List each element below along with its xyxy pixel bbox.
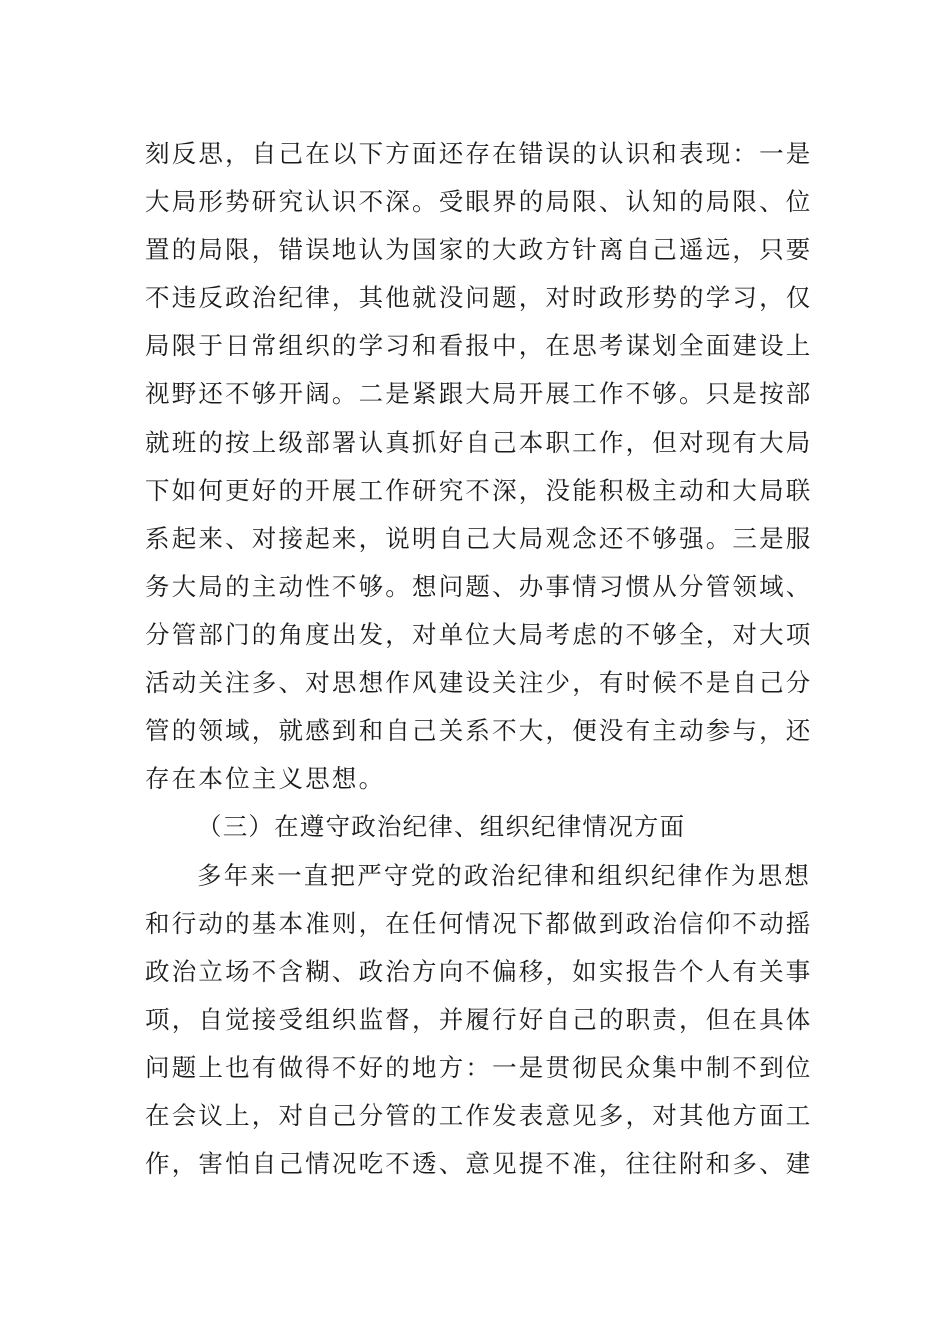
text-line-10: 务大局的主动性不够。想问题、办事情习惯从分管领域、 [145, 572, 813, 601]
text-line-2: 大局形势研究认识不深。受眼界的局限、认知的局限、位 [145, 187, 813, 216]
text-line-4: 不违反政治纪律，其他就没问题，对时政形势的学习，仅 [145, 283, 813, 312]
text-line-14: 存在本位主义思想。 [145, 764, 386, 793]
text-line-8: 下如何更好的开展工作研究不深，没能积极主动和大局联 [145, 476, 813, 505]
text-line-22: 作，害怕自己情况吃不透、意见提不准，往往附和多、建 [145, 1149, 813, 1178]
text-line-11: 分管部门的角度出发，对单位大局考虑的不够全，对大项 [145, 620, 813, 649]
section-heading: （三）在遵守政治纪律、组织纪律情况方面 [197, 812, 686, 841]
text-line-18: 政治立场不含糊、政治方向不偏移，如实报告个人有关事 [145, 957, 813, 986]
text-line-13: 管的领域，就感到和自己关系不大，便没有主动参与，还 [145, 716, 813, 745]
text-line-7: 就班的按上级部署认真抓好自己本职工作，但对现有大局 [145, 428, 813, 457]
text-line-5: 局限于日常组织的学习和看报中，在思考谋划全面建设上 [145, 331, 813, 360]
text-line-19: 项，自觉接受组织监督，并履行好自己的职责，但在具体 [145, 1005, 813, 1034]
text-line-1: 刻反思，自己在以下方面还存在错误的认识和表现：一是 [145, 139, 813, 168]
text-line-9: 系起来、对接起来，说明自己大局观念还不够强。三是服 [145, 524, 813, 553]
text-line-17: 和行动的基本准则，在任何情况下都做到政治信仰不动摇 [145, 909, 813, 938]
text-line-16: 多年来一直把严守党的政治纪律和组织纪律作为思想 [197, 861, 812, 890]
text-line-21: 在会议上，对自己分管的工作发表意见多，对其他方面工 [145, 1101, 813, 1130]
text-line-20: 问题上也有做得不好的地方：一是贯彻民众集中制不到位 [145, 1053, 813, 1082]
text-line-6: 视野还不够开阔。二是紧跟大局开展工作不够。只是按部 [145, 379, 813, 408]
text-line-3: 置的局限，错误地认为国家的大政方针离自己遥远，只要 [145, 235, 813, 264]
text-line-12: 活动关注多、对思想作风建设关注少，有时候不是自己分 [145, 668, 813, 697]
